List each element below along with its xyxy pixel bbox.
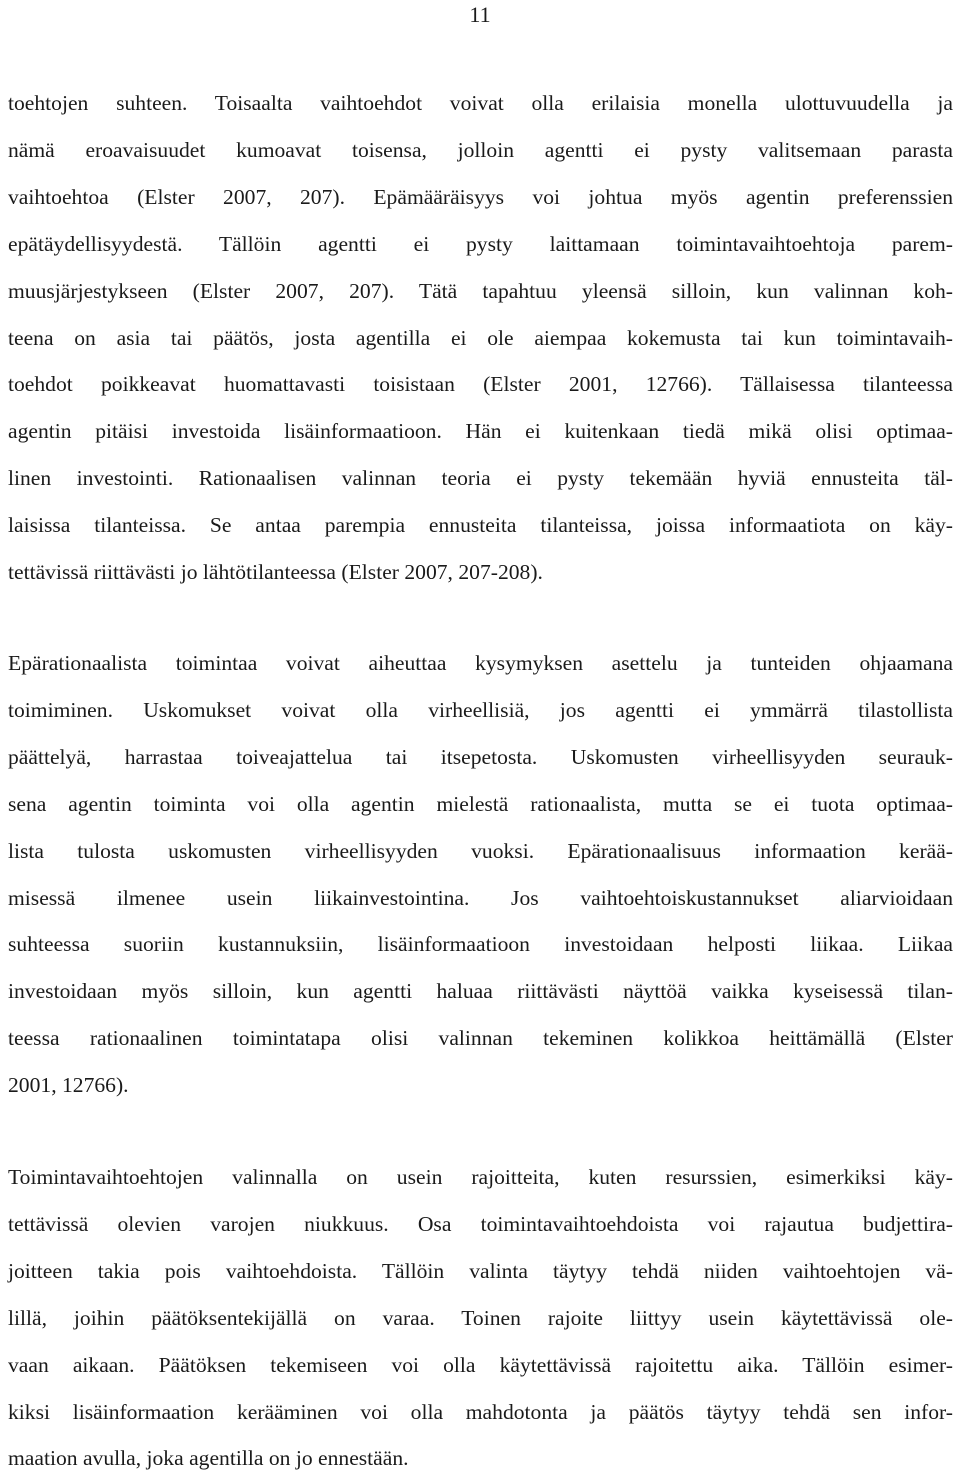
paragraph-line: vaan aikaan. Päätöksen tekemiseen voi olla käytettävissä rajoitettu aika. Tällöin esimer- [8,1352,953,1377]
paragraph-line: lillä, joihin päätöksentekijällä on varaa. Toinen rajoite liittyy usein käytettävissä ole- [8,1305,953,1330]
paragraph-line: toimiminen. Uskomukset voivat olla virheellisiä, jos agentti ei ymmärrä tilastollista [8,697,953,722]
paragraph-line: suhteessa suoriin kustannuksiin, lisäinformaatioon investoidaan helposti liikaa. Liikaa [8,932,953,957]
paragraph-line: misessä ilmenee usein liikainvestointina. Jos vaihtoehtoiskustannukset aliarvioidaan [8,885,953,910]
paragraph-line: laisissa tilanteissa. Se antaa parempia ennusteita tilanteissa, joissa informaatiota on käy- [8,513,953,538]
paragraph-line: investoidaan myös silloin, kun agentti haluaa riittävästi näyttöä vaikka kyseisessä tilan- [8,979,953,1004]
paragraph-line: lista tulosta uskomusten virheellisyyden vuoksi. Epärationaalisuus informaation kerää- [8,838,953,863]
paragraph-line: agentin pitäisi investoida lisäinformaatioon. Hän ei kuitenkaan tiedä mikä olisi optimaa- [8,419,953,444]
paragraph-line: tettävissä riittävästi jo lähtötilanteessa (Elster 2007, 207-208). [8,560,543,584]
paragraph-line: teessa rationaalinen toimintatapa olisi valinnan tekeminen kolikkoa heittämällä (Elster [8,1026,953,1051]
paragraph-line: linen investointi. Rationaalisen valinnan teoria ei pysty tekemään hyviä ennusteita täl- [8,466,953,491]
paragraph-line: joitteen takia pois vaihtoehdoista. Tällöin valinta täytyy tehdä niiden vaihtoehtojen vä- [8,1258,953,1283]
paragraph-line: vaihtoehtoa (Elster 2007, 207). Epämääräisyys voi johtua myös agentin preferenssien [8,184,953,209]
paragraph-line: nämä eroavaisuudet kumoavat toisensa, jolloin agentti ei pysty valitsemaan parasta [8,137,953,162]
paragraph-line: sena agentin toiminta voi olla agentin mielestä rationaalista, mutta se ei tuota optimaa- [8,791,953,816]
paragraph-line: muusjärjestykseen (Elster 2007, 207). Tätä tapahtuu yleensä silloin, kun valinnan koh- [8,278,953,303]
paragraph-line: tettävissä olevien varojen niukkuus. Osa toimintavaihtoehdoista voi rajautua budjettira- [8,1211,953,1236]
paragraph-line: toehtojen suhteen. Toisaalta vaihtoehdot voivat olla erilaisia monella ulottuvuudella ja [8,91,953,115]
paragraph-line: maation avulla, joka agentilla on jo ennestään. [8,1446,409,1471]
paragraph-line: päättelyä, harrastaa toiveajattelua tai itsepetosta. Uskomusten virheellisyyden seurauk- [8,744,953,769]
paragraph-line: Toimintavaihtoehtojen valinnalla on usein rajoitteita, kuten resurssien, esimerkiksi käy- [8,1165,953,1189]
paragraph-line: teena on asia tai päätös, josta agentilla ei ole aiempaa kokemusta tai kun toimintavaih- [8,325,953,350]
paragraph-line: epätäydellisyydestä. Tällöin agentti ei pysty laittamaan toimintavaihtoehtoja parem- [8,231,953,256]
page-number: 11 [469,2,491,27]
paragraph-line: 2001, 12766). [8,1073,129,1098]
paragraph-line: toehdot poikkeavat huomattavasti toisistaan (Elster 2001, 12766). Tällaisessa tilanteessa [8,372,953,397]
paragraph-line: Epärationaalista toimintaa voivat aiheuttaa kysymyksen asettelu ja tunteiden ohjaamana [8,651,953,675]
paragraph-line: kiksi lisäinformaation kerääminen voi olla mahdotonta ja päätös täytyy tehdä sen infor- [8,1399,953,1424]
